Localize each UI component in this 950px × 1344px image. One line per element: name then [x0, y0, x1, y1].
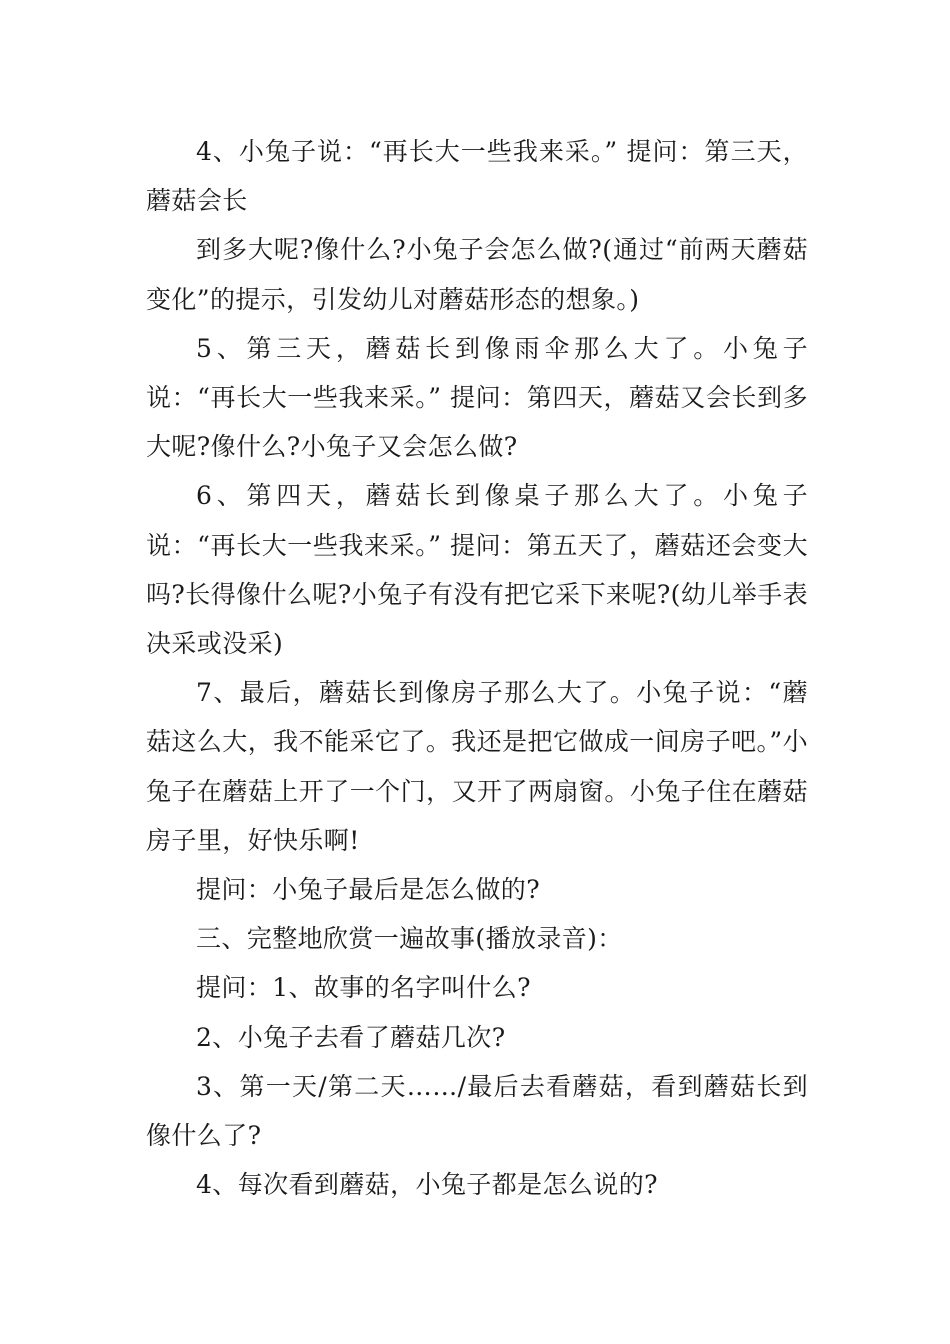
paragraph-4: 6、第四天，蘑菇长到像桌子那么大了。小兔子说：“再长大一些我来采。” 提问：第五天了，蘑菇还会变大吗?长得像什么呢?小兔子有没有把它采下来呢?(幼儿举手表决采或没采)	[146, 481, 808, 659]
paragraph-1: 4、小兔子说：“再长大一些我来采。” 提问：第三天，蘑菇会长	[146, 137, 808, 216]
paragraph-10: 3、第一天/第二天……/最后去看蘑菇，看到蘑菇长到像什么了?	[146, 1071, 808, 1151]
paragraph-2: 到多大呢?像什么?小兔子会怎么做?(通过“前两天蘑菇变化”的提示，引发幼儿对蘑菇形态的想象。)	[146, 235, 808, 314]
paragraph-8: 提问：1、故事的名字叫什么?	[196, 973, 531, 1003]
paragraph-9: 2、小兔子去看了蘑菇几次?	[196, 1022, 506, 1052]
paragraph-11: 4、每次看到蘑菇，小兔子都是怎么说的?	[196, 1170, 658, 1200]
paragraph-7: 三、完整地欣赏一遍故事(播放录音)：	[196, 924, 623, 954]
paragraph-3: 5、第三天，蘑菇长到像雨伞那么大了。小兔子说：“再长大一些我来采。” 提问：第四天，蘑菇又会长到多大呢?像什么?小兔子又会怎么做?	[146, 333, 808, 462]
paragraph-5: 7、最后，蘑菇长到像房子那么大了。小兔子说：“蘑菇这么大，我不能采它了。我还是把它做成一间房子吧。”小兔子在蘑菇上开了一个门，又开了两扇窗。小兔子住在蘑菇房子里，好快乐啊!	[146, 678, 808, 855]
document-body	[146, 127, 808, 1209]
paragraph-6: 提问：小兔子最后是怎么做的?	[196, 875, 541, 905]
